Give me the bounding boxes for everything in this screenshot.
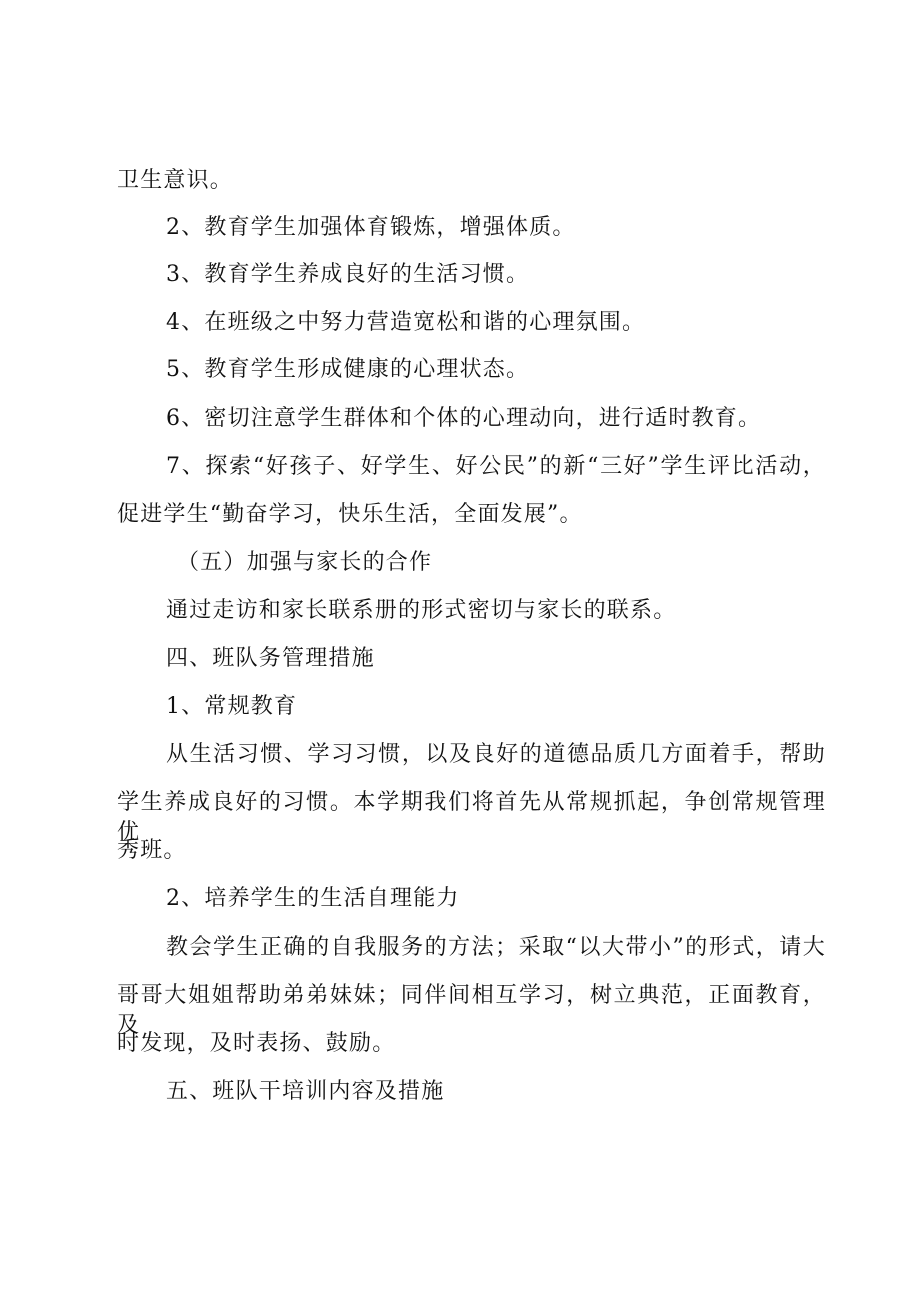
list-item-7-continuation: 促进学生“勤奋学习，快乐生活，全面发展”。	[117, 502, 583, 527]
paragraph-line: 从生活习惯、学习习惯，以及良好的道德品质几方面着手，帮助	[166, 742, 826, 767]
paragraph-line: 秀班。	[117, 838, 187, 863]
subheading-1: 1、常规教育	[166, 694, 298, 719]
section-heading-4: 四、班队务管理措施	[166, 646, 375, 671]
list-item-6: 6、密切注意学生群体和个体的心理动向，进行适时教育。	[166, 406, 762, 431]
list-item-5: 5、教育学生形成健康的心理状态。	[166, 357, 530, 382]
subheading-2: 2、培养学生的生活自理能力	[166, 886, 460, 911]
text-line-continuation: 卫生意识。	[117, 168, 234, 193]
list-item-4: 4、在班级之中努力营造宽松和谐的心理氛围。	[166, 310, 646, 335]
paragraph-line: 时发现，及时表扬、鼓励。	[117, 1031, 396, 1056]
paragraph-line: 教会学生正确的自我服务的方法；采取“以大带小”的形式，请大	[166, 935, 826, 960]
list-item-2: 2、教育学生加强体育锻炼，增强体质。	[166, 215, 576, 240]
paragraph-text: 通过走访和家长联系册的形式密切与家长的联系。	[166, 598, 677, 623]
paragraph-line: 哥哥大姐姐帮助弟弟妹妹；同伴间相互学习，树立典范，正面教育，及	[117, 983, 826, 1038]
paragraph-line: 学生养成良好的习惯。本学期我们将首先从常规抓起，争创常规管理优	[117, 790, 826, 845]
list-item-7: 7、探索“好孩子、好学生、好公民”的新“三好”学生评比活动，	[166, 454, 826, 479]
section-heading-5: （五）加强与家长的合作	[177, 550, 433, 575]
section-heading-5-cadres: 五、班队干培训内容及措施	[166, 1079, 445, 1104]
list-item-3: 3、教育学生养成良好的生活习惯。	[166, 262, 530, 287]
